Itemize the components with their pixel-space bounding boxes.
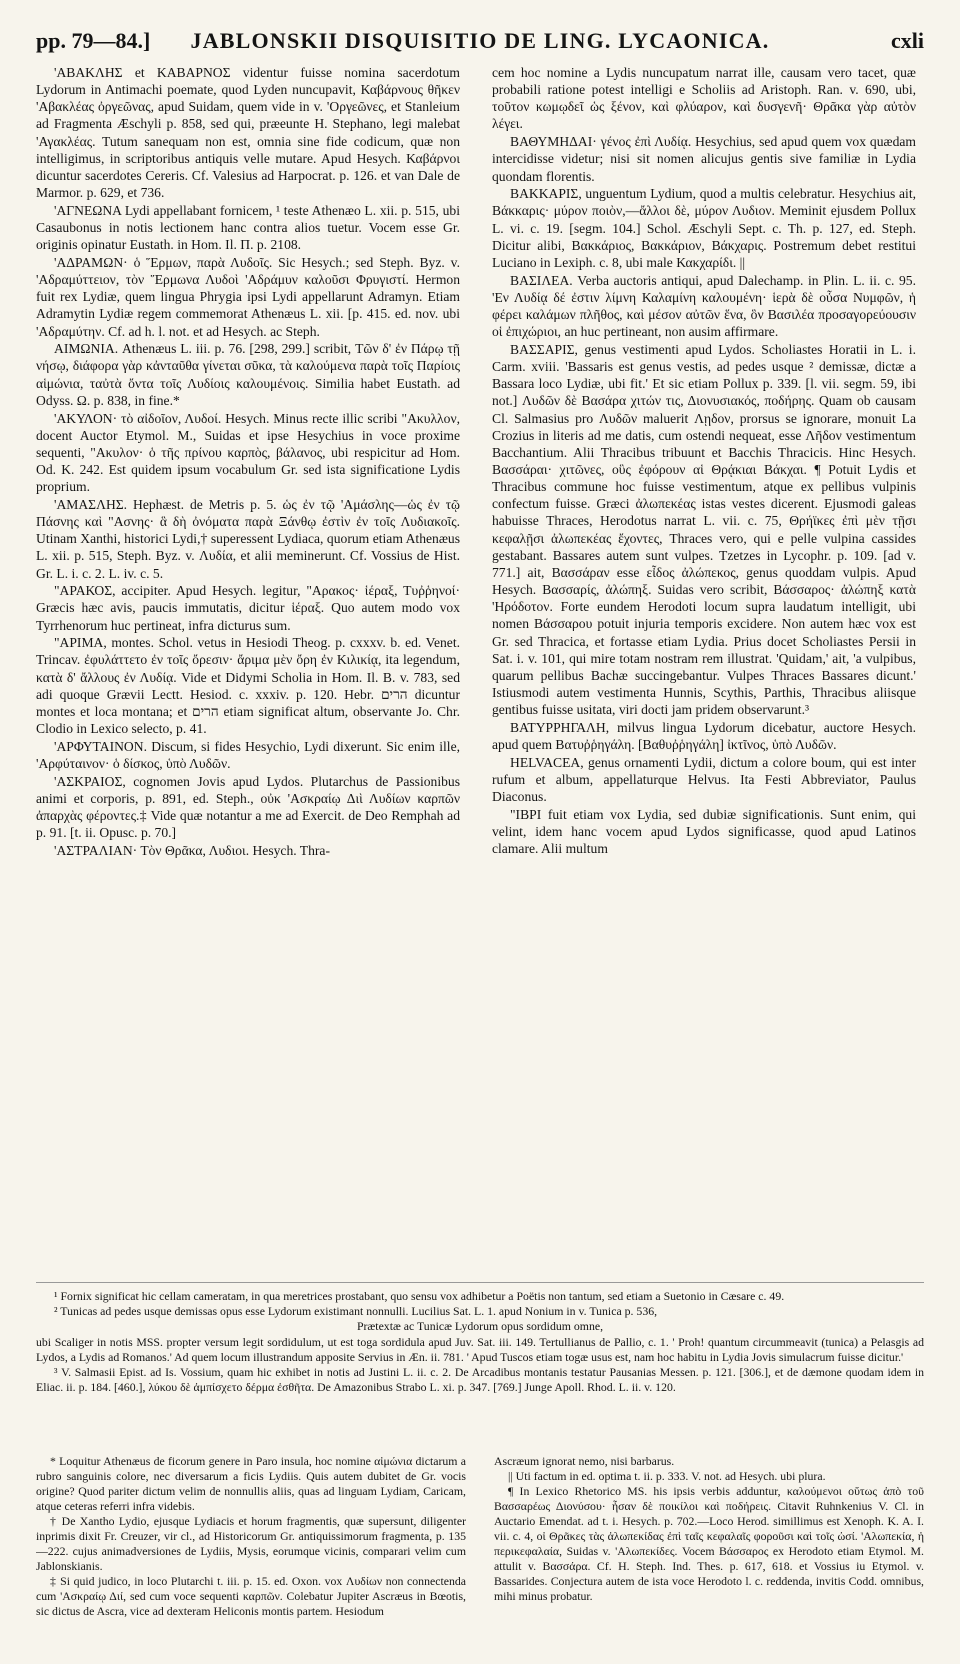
entry-agneona: 'ΑΓΝΕΩΝΑ Lydi appellabant fornicem, ¹ teste Athenæo L. xii. p. 515, ubi Casaubonus in notis lectionem hanc contra alios tuetur. Vocem esse Gr. originis opinatur Eustath. in Hom. Il. Π. p. 2108. [36, 202, 460, 253]
entry-abakles: 'ΑΒΑΚΛΗΣ et ΚΑΒΑΡΝΟΣ videntur fuisse nomina sacerdotum Lydorum in Antimachi poemate, quod Lyden nuncupavit, Καβάρνους θῆκεν 'Αβακλέας ὀργεῶνας, apud Suidam, quem vide in v. 'Οργεῶνες, et Stanleium ad Fragmenta Æschyli p. 858, sed qui, præeunte H. Stephano, legi malebat 'Αγακλέας. Tutum sanequam non est, omnia sine fide codicum, quæ non intelligimus, in scriptoribus antiquis velle mutare. Apud Hesych. Καβάρνοι dicuntur sacerdotes Cereris. Cf. Valesius ad Harpocrat. p. 126. et van Dale de Marmor. p. 629, et 736. [36, 65, 460, 201]
entry-aimonia: ΑΙΜΩΝΙΑ. Athenæus L. iii. p. 76. [298, 299.] scribit, Τῶν δ' ἐν Πάρῳ τῇ νήσῳ, διάφορα γὰρ κἀνταῦθα γίνεται σῦκα, τὰ καλούμενα παρὰ τοῖς Παρίοις αἱμώνια, ταὐτὰ ὄντα τοῖς Λυδίοις καλουμένοις. Similia habet Eustath. ad Odyss. Ω. p. 838, in fine.* [36, 341, 460, 408]
entry-astralian: 'ΑΣΤΡΑΛΙΑΝ· Τὸν Θρᾶκα, Λυδιοι. Hesych. Thra- [54, 842, 330, 858]
footnote-3: ³ V. Salmasii Epist. ad Is. Vossium, quam hic exhibet in notis ad Justini L. ii. c. 2. De Arcadibus montanis testatur Pausanias Messen. p. 121. [306.], et de dæmone quodam idem in Eliac. ii. p. 184. [460.], λύκου δὲ ἀμπίσχετο δέρμα ἐσθῆτα. De Amazonibus Strabo L. xi. p. 347. [769.] Junge Apoll. Rhod. L. ii. v. 120. [36, 1365, 924, 1395]
running-title: JABLONSKII DISQUISITIO DE LING. LYCAONICA. [190, 28, 770, 53]
note-continuation: Ascræum ignorat nemo, nisi barbarus. [494, 1454, 675, 1468]
note-asterisk: * Loquitur Athenæus de ficorum genere in Paro insula, hoc nomine αἱμώνια dictarum a rubro sanguinis colore, nec diversarum a ficis Lydiis. Quis autem dubitet de Gr. vocis origine? Quod pariter dictum velim de nonnullis aliis, quas ad linguam Lydiam, Caricam, atque ceteras referri infra videbis. [36, 1454, 466, 1513]
page-range: pp. 79—84.] [36, 28, 151, 53]
entry-amasles: 'ΑΜΑΣΛΗΣ. Hephæst. de Metris p. 5. ὡς ἐν τῷ 'Αμάσλης—ὡς ἐν τῷ Πάσνης καὶ "Ασνης· ἃ δὴ ὀνόματα παρὰ Ξάνθῳ ἐστὶν ἐν τοῖς Λυδιακοῖς. Utinam Xanthi, historici Lydi,† superessent Lydiaca, quorum etiam Athenæus L. xii. p. 515, Steph. Byz. v. Λυδία, et alii meminerunt. Cf. Vossius de Hist. Gr. L. i. c. 2. L. iv. c. 5. [36, 496, 460, 581]
left-text-column [36, 64, 460, 1274]
right-text-column [492, 64, 916, 1274]
note-parallel: || Uti factum in ed. optima t. ii. p. 333. V. not. ad Hesych. ubi plura. [508, 1469, 826, 1483]
entry-arphytainon: 'ΑΡΦΥΤΑΙΝΟΝ. Discum, si fides Hesychio, Lydi dixerunt. Sic enim ille, 'Αρφύταινον· ὁ δίσκος, ὑπὸ Λυδῶν. [36, 738, 460, 771]
editor-notes-right [494, 1454, 924, 1654]
entry-bassaris: ΒΑΣΣΑΡΙΣ, genus vestimenti apud Lydos. Scholiastes Horatii in L. i. Carm. xviii. 'Bassaris est genus vestis, ad pedes usque ² demissæ, dictæ a Bassara loco Lydiæ, ubi fit.' Et sic etiam Pollux p. 339. [l. vii. segm. 59, ibi not.] Λυδῶν δὲ Βασάρα χιτών τις, Διονυσιακός, ποδήρης. Quam ob causam Cl. Salmasius pro Λυδῶν maluerit Λῃδον, prorsus se ignorare, monuit La Crozius in literis ad me datis, cum ostendi nequeat, esse Λῆδον vestimentum Bacchantium. Alii Thracibus tribuunt et Bacchis Thracicis. Hinc Hesych. Βασσάραι· χιτῶνες, οὓς ἐφόρουν αἱ Θρᾴκιαι Βάκχαι. ¶ Potuit Lydis et Thracibus commune hoc fuisse vestimentum, atque ex pellibus vulpinis confectum fuisse. Græci ἀλωπεκέας istas vestes dicerent. Ejusmodi galeas habuisse Thraces, Herodotus narrat L. vii. c. 75, Θρήϊκες ἐπὶ μὲν τῇσι κεφαλῇσι ἀλωπεκέας ἔχοντες, Thraces vero, qui e pelle vulpina cassides gestabant. Bassares autem sunt vulpes. Tzetzes in Lycophr. p. 109. [ad v. 771.] ait, Βασσάραν esse εἶδος ἀλώπεκος, genus quoddam vulpis. Apud Hesych. Βασσαρίς, ἀλώπηξ. Suidas vero scribit, Βάσσαρος· ἀλώπηξ κατὰ 'Ηρόδοτον. Forte eundem Herodoti locum supra laudatum intelligit, ubi nomen Βάσσαρου potuit injuria temporis excidere. Non autem hæc vox est Gr. sed Thracica, et fortasse etiam Lydia. Prius docet Scholiastes Persii in Sat. i. v. 101, qui mire totam nostram rem illustrat. 'Quidam,' ait, 'a vulpibus, quarum pellibus Bachæ succingebantur. Vulpes Thraces Bassares dicunt.' Istiusmodi autem vestimenta Hunnis, Scythis, Parthis, Thracibus aliisque gentibus fuisse usitata, viri docti jam pridem observarunt.³ [492, 341, 916, 718]
entry-arakos: "ΑΡΑΚΟΣ, accipiter. Apud Hesych. legitur, "Αρακος· ἱέραξ, Τυῤῥηνοί· Græcis hæc avis, paucis immutatis, dicitur ἱέραξ. Quo autem modo vox Tyrrhenorum huc pertineat, infra dicturus sum. [36, 583, 460, 633]
entry-bakkaris: ΒΑΚΚΑΡΙΣ, unguentum Lydium, quod a multis celebratur. Hesychius ait, Βάκκαρις· μύρον ποιὸν,—ἄλλοι δὲ, μύρον Λυδιον. Meminit ejusdem Pollux L. vi. c. 19. [segm. 104.] Schol. Æschyli Sept. c. Th. p. 127, ed. Steph. Dicitur alibi, Βακκάριος, Βακκάριον, Βάκχαρις. Postremum debet restitui Luciano in Lexiph. c. 8, ubi male Κακχαρίδι. || [492, 186, 916, 270]
continuation-text: cem hoc nomine a Lydis nuncupatum narrat ille, causam vero tacet, quæ probabili ratione potest intelligi e Scholiis ad Aristoph. Ran. v. 690, ubi, τοῦτον κωμῳδεῖ ὡς ξένον, καὶ φλύαρον, καὶ δυσγενῆ· Θρᾶκα γὰρ αὐτὸν λέγει. [492, 65, 916, 132]
footnote-1: ¹ Fornix significat hic cellam cameratam, in qua meretrices prostabant, quo sensu vox adhibetur a Poëtis non tantum, sed etiam a Suetonio in Cæsare c. 49. [54, 1289, 785, 1303]
footnote-2: ² Tunicas ad pedes usque demissas opus esse Lydorum existimant nonnulli. Lucilius Sat. L. 1. apud Nonium in v. Tunica p. 536, [54, 1304, 658, 1319]
entry-adramon: 'ΑΔΡΑΜΩΝ· ὁ Ἕρμων, παρὰ Λυδοῖς. Sic Hesych.; sed Steph. Byz. v. 'Αδραμύττειον, τὸν Ἕρμωνα Λυδοὶ 'Αδράμυν καλοῦσι Φρυγιστί. Hermon fuit rex Lydiæ, quem lingua Phrygia ipsi Lydi appellarunt Adramyn. Etiam Adramytin Lydiæ regem commemorat Athenæus L. xii. [p. 415. ed. nov. ubi 'Αδραμύτην. Cf. ad h. l. not. et ad Hesych. ac Steph. [36, 254, 460, 339]
note-double-dagger: ‡ Si quid judico, in loco Plutarchi t. iii. p. 15. ed. Oxon. vox Λυδίων non connectenda cum 'Ασκραίῳ Διί, sed cum voce sequenti καρπῶν. Colebatur Jupiter Ascræus in Bœotis, sic dictus de Ascra, vice ad dexteram Heliconis montis partem. Hesiodum [36, 1574, 466, 1618]
running-header [36, 28, 924, 54]
entry-batyrrhegale: ΒΑΤΥΡΡΗΓΑΛΗ, milvus lingua Lydorum dicebatur, auctore Hesych. apud quem Βατυῤῥηγάλη. [Βαθυῤῥηγάλη] ἰκτῖνος, ὑπὸ Λυδῶν. [492, 719, 916, 753]
footnote-2-verse: Prætextæ ac Tunicæ Lydorum opus sordidum omne, [356, 1319, 604, 1334]
note-dagger: † De Xantho Lydio, ejusque Lydiacis et horum fragmentis, quæ supersunt, diligenter inprimis dixit Fr. Creuzer, vir cl., ad Historicorum Gr. antiquissimorum fragmenta, p. 135—222. cujus animadversiones de Lydiis, Mysis, eorumque vicinis, comparari velim cum Jablonskianis. [36, 1514, 466, 1573]
entry-arima: "ΑΡΙΜΑ, montes. Schol. vetus in Hesiodi Theog. p. cxxxv. b. ed. Venet. Trincav. ἐφυλάττετο ἐν τοῖς ὄρεσιν· ἄριμα μὲν ὄρη ἐν Κιλικίᾳ, ita legendum, κατὰ δ' ἄλλους ἐν Λυδίᾳ. Vide et Didymi Scholia in Hom. Il. B. v. 783, sed adi quoque Grævii Lectt. Hesiod. c. xxxiv. p. 120. Hebr. הרים dicuntur montes et loca montana; et הרים etiam significat altum, observante Jo. Chr. Clodio in Lexico selecto, p. 41. [36, 635, 460, 737]
entry-akylon: 'ΑΚΥΛΟΝ· τὸ αἰδοῖον, Λυδοί. Hesych. Minus recte illic scribi "Ακυλλον, docent Auctor Etymol. M., Suidas et ipse Hesychius in voce proxime sequenti, "Ακυλον· ὁ τῆς πρίνου καρπὸς, βάλανος, ubi respicitur ad Hom. Od. K. 242. Est quidem ipsum vocabulum Gr. sed ista significatione Lydis proprium. [36, 410, 460, 495]
footnote-2-cont: ubi Scaliger in notis MSS. propter versum legit sordidulum, ut est toga sordidula apud Juv. Sat. iii. 149. Tertullianus de Pallio, c. 1. ' Proh! quantum circummeavit (tunica) a Pelasgis ad Lydos, a Lydis ad Romanos.' Ad quem locum illustrandum apposite Servius in Æn. ii. 781. ' Apud Tuscos etiam togæ usus est, nam hoc habitu in Lydia Jovis simulacrum fuisse dicitur.' [36, 1334, 924, 1364]
footnote-divider [36, 1282, 924, 1283]
entry-helvacea: HELVACEA, genus ornamenti Lydii, dictum a colore boum, qui est inter rufum et album, appellaturque Helvus. Ita Festi Abbreviator, Paulus Diaconus. [492, 754, 916, 805]
note-pilcrow: ¶ In Lexico Rhetorico MS. his ipsis verbis adduntur, καλούμενοι οὕτως ἀπὸ τοῦ Βασσαρέως Διονύσου· ἦσαν δὲ ποικίλοι καὶ ποδήρεις. Citavit Ruhnkenius V. Cl. in Auctario Emendat. ad t. i. Hesych. p. 702.—Loco Herod. simillimus est Xenoph. K. A. I. vii. c. 4, οἱ Θρᾶκες τὰς ἀλωπεκίδας ἐπὶ ταῖς κεφαλαῖς φοροῦσι καὶ τοῖς ὠσί. 'Αλωπεκία, ἡ περικεφαλαία, Suidas v. 'Αλωπεκίδες. Vocem Βάσσαρος ex Herodoto etiam Etymol. M. attulit v. Βασσάρα. Cf. H. Steph. Ind. Thes. p. 617, 618. et Vossius iu Etymol. v. Bassarides. Conjectura autem de ista voce Herodoto l. c. reddenda, invitis Codd. omnibus, mihi minus probatur. [494, 1484, 924, 1603]
page-number: cxli [891, 28, 924, 53]
footnotes [36, 1289, 924, 1439]
entry-basilea: ΒΑΣΙΛΕΑ. Verba auctoris antiqui, apud Dalechamp. in Plin. L. ii. c. 95. 'Εν Λυδίᾳ δέ ἐστιν λίμνη Καλαμίνη καλουμένη· ἱερὰ δὲ οὖσα Νυμφῶν, ἡ φέρει καλάμων πλῆθος, καὶ μέσον αὐτῶν ἕνα, ὃν Βασιλέα προσαγορεύουσιν οἱ ἐπιχώριοι, an huc pertineant, non ausim affirmare. [492, 272, 916, 340]
entry-ibri: "ΙΒΡΙ fuit etiam vox Lydia, sed dubiæ significationis. Sunt enim, qui velint, idem hanc vocem apud Lydos significasse, quod apud Latinos clamare. Alii multum [492, 806, 916, 857]
editor-notes-left [36, 1454, 466, 1654]
entry-bathymedai: ΒΑΘΥΜΗΔΑΙ· γένος ἐπὶ Λυδίᾳ. Hesychius, sed apud quem vox quædam intercidisse videtur; nisi sit nomen alicujus gentis sive familiæ in Lydia quondam florentis. [492, 134, 916, 184]
entry-askraios: 'ΑΣΚΡΑΙΟΣ, cognomen Jovis apud Lydos. Plutarchus de Passionibus animi et corporis, p. 891, ed. Steph., οὐκ 'Ασκραίῳ Διὶ Λυδίων καρπῶν ἀπαρχὰς φέροντες.‡ Vide quæ notantur a me ad Exercit. de Deo Remphah ad p. 91. [t. ii. Opusc. p. 70.] [36, 773, 460, 841]
